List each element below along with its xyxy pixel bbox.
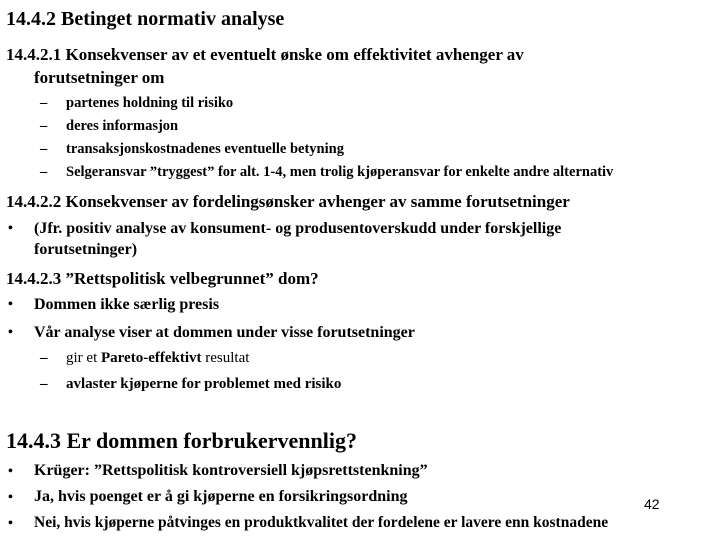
sub-bullet-emphasis: Pareto-effektivt: [101, 350, 202, 366]
sub-bullet-risk: avlaster kjøperne for problemet med risiko: [66, 376, 342, 392]
dash-marker: –: [40, 350, 48, 366]
subsection-heading-14-4-2-2: 14.4.2.2 Konsekvenser av fordelingsønsker avhenger av samme forutsetninger: [6, 192, 570, 211]
bullet-text: Dommen ikke særlig presis: [34, 296, 220, 313]
dash-marker: –: [40, 95, 48, 111]
list-item: partenes holdning til risiko: [66, 95, 234, 111]
list-item: deres informasjon: [66, 118, 179, 134]
dash-marker: –: [40, 118, 48, 134]
dash-marker: –: [40, 164, 48, 180]
sub-bullet-prefix: gir et: [66, 350, 101, 366]
bullet-text: Nei, hvis kjøperne påtvinges en produktkvalitet der fordelene er lavere enn kostnadene: [34, 514, 609, 531]
bullet-marker: •: [8, 516, 13, 531]
dash-marker: –: [40, 141, 48, 157]
subsection-heading-14-4-2-3: 14.4.2.3 ”Rettspolitisk velbegrunnet” dom?: [6, 269, 319, 288]
section-title-14-4-2: 14.4.2 Betinget normativ analyse: [6, 8, 285, 30]
bullet-text: Vår analyse viser at dommen under visse forutsetninger: [34, 324, 415, 341]
sub-bullet-pareto: [66, 350, 249, 367]
bullet-text-line2: forutsetninger): [34, 241, 138, 258]
list-item: transaksjonskostnadenes eventuelle betyning: [66, 141, 344, 157]
bullet-marker: •: [8, 490, 13, 505]
bullet-text-line1: (Jfr. positiv analyse av konsument- og produsentoverskudd under forskjellige: [34, 220, 562, 237]
bullet-text: Krüger: ”Rettspolitisk kontroversiell kjøpsrettstenkning”: [34, 462, 428, 479]
bullet-marker: •: [8, 464, 13, 479]
bullet-marker: •: [8, 325, 13, 340]
dash-marker: –: [40, 376, 48, 392]
bullet-text: Ja, hvis poenget er å gi kjøperne en forsikringsordning: [34, 488, 408, 505]
bullet-marker: •: [8, 221, 13, 236]
subsection-heading-14-4-2-1-line2: forutsetninger om: [34, 68, 165, 87]
page-number: 42: [644, 496, 660, 512]
subsection-heading-14-4-2-1-line1: 14.4.2.1 Konsekvenser av et eventuelt ønske om effektivitet avhenger av: [6, 45, 524, 64]
bullet-marker: •: [8, 297, 13, 312]
sub-bullet-suffix: resultat: [201, 350, 250, 366]
list-item: Selgeransvar ”tryggest” for alt. 1-4, men trolig kjøperansvar for enkelte andre alternativ: [66, 164, 614, 180]
section-title-14-4-3: 14.4.3 Er dommen forbrukervennlig?: [6, 428, 357, 453]
